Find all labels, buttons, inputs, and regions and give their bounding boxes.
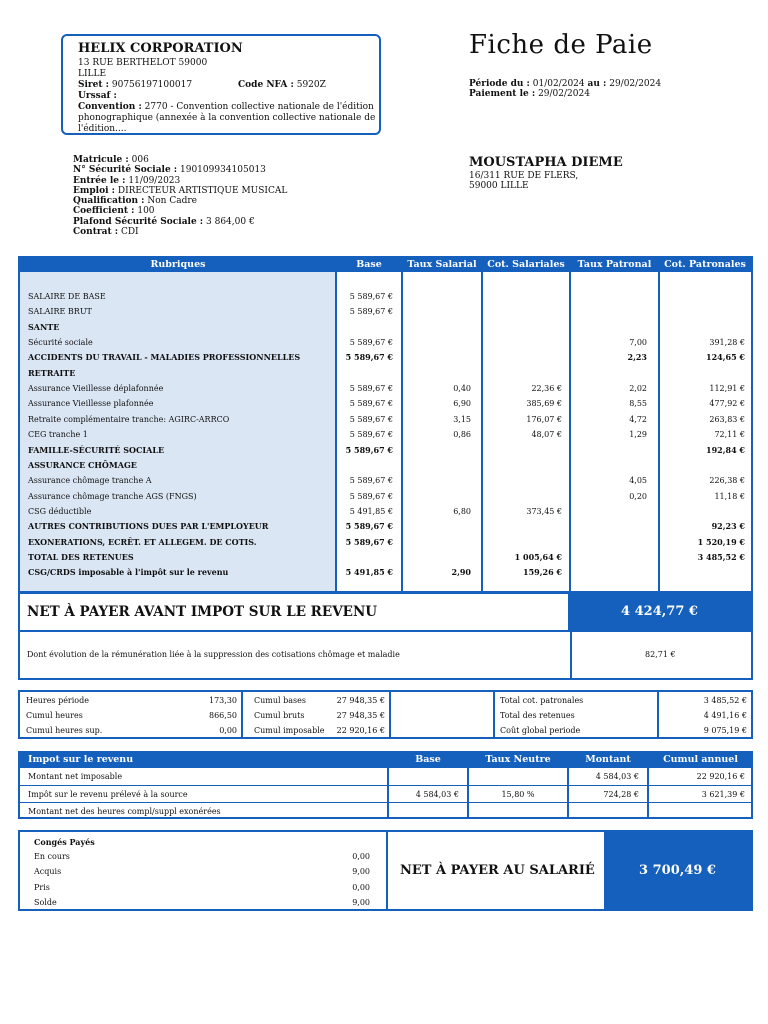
table-row	[20, 550, 751, 565]
row-cot-patronale: 92,23 €	[711, 521, 745, 532]
header-montant: Montant	[585, 754, 631, 765]
table-row	[20, 565, 751, 580]
row-base: 5 589,67 €	[349, 430, 393, 440]
table-row	[20, 396, 751, 411]
row-taux-patronal: 4,72	[629, 414, 647, 424]
header-base: Base	[356, 259, 382, 270]
row-cot-patronale: 11,18 €	[714, 491, 745, 501]
convention-row	[78, 102, 379, 113]
naf-label: Code NFA :	[238, 80, 294, 90]
qualification-value: Non Cadre	[147, 196, 197, 207]
cumul-row	[20, 693, 751, 708]
row-base: 5 589,67 €	[345, 444, 393, 455]
cumul-label: Cumul bases	[254, 696, 306, 705]
row-cot-patronale: 477,92 €	[709, 399, 745, 409]
row-cot-patronale: 3 485,52 €	[697, 551, 745, 562]
row-cot-salariale: 159,26 €	[523, 567, 562, 578]
payment-label: Paiement le :	[469, 89, 536, 99]
row-cot-salariale: 22,36 €	[531, 384, 562, 394]
cumul-value: 866,50	[209, 711, 237, 720]
conges-label: Pris	[34, 882, 50, 892]
row-taux-salarial: 3,15	[453, 414, 471, 424]
net-before-tax-note-value: 82,71 €	[645, 650, 676, 659]
period-row	[469, 79, 661, 89]
income-tax-row	[20, 767, 751, 785]
table-row	[20, 519, 751, 534]
cumul-value: 22 920,16 €	[336, 726, 385, 735]
row-cumul: 3 621,39 €	[701, 789, 745, 799]
row-cot-salariale: 48,07 €	[531, 430, 562, 440]
table-row	[20, 489, 751, 504]
income-tax-row	[20, 802, 751, 820]
row-label: Impôt sur le revenu prélevé à la source	[28, 789, 188, 799]
table-row	[20, 335, 751, 350]
row-taux-salarial: 0,40	[453, 384, 471, 394]
row-label: Montant net des heures compl/suppl exonérées	[28, 807, 221, 816]
row-label: Montant net imposable	[28, 772, 123, 781]
coefficient-value: 100	[137, 206, 155, 217]
column-divider	[386, 832, 388, 909]
row-label: CSG/CRDS imposable à l'impôt sur le revenu	[28, 567, 229, 578]
payslip-table	[18, 256, 753, 593]
row-label: Assurance chômage tranche A	[28, 476, 152, 486]
conges-value: 9,00	[352, 897, 370, 907]
row-label: CEG tranche 1	[28, 430, 88, 440]
period-to-value: 29/02/2024	[609, 79, 662, 89]
row-cot-patronale: 226,38 €	[709, 476, 745, 486]
table-row	[20, 412, 751, 427]
row-label: ACCIDENTS DU TRAVAIL - MALADIES PROFESSIONNELLES	[28, 352, 301, 363]
row-taux-salarial: 2,90	[451, 567, 471, 578]
period-block	[469, 79, 661, 99]
row-base: 5 491,85 €	[345, 567, 393, 578]
conges-row	[34, 864, 370, 879]
convention-line3: l'édition....	[78, 124, 127, 134]
row-cot-patronale: 263,83 €	[709, 414, 745, 424]
divider	[570, 594, 572, 678]
row-base: 5 589,67 €	[349, 338, 393, 348]
emploi-label: Emploi :	[73, 185, 115, 196]
entree-value: 11/09/2023	[128, 175, 181, 186]
cumul-value: 0,00	[219, 726, 237, 735]
coefficient-row	[73, 206, 287, 216]
table-row	[20, 535, 751, 550]
header-cot-patronales: Cot. Patronales	[664, 259, 746, 270]
row-cot-patronale: 112,91 €	[709, 384, 745, 394]
period-from-value: 01/02/2024	[532, 79, 585, 89]
row-base: 5 589,67 €	[345, 352, 393, 363]
row-label: Retraite complémentaire tranche: AGIRC-ARRCO	[28, 414, 230, 424]
cumul-value: 3 485,52 €	[703, 696, 747, 705]
employee-address-block	[469, 155, 623, 191]
plafond-value: 3 864,00 €	[206, 216, 255, 227]
row-taux-salarial: 6,90	[453, 399, 471, 409]
emploi-value: DIRECTEUR ARTISTIQUE MUSICAL	[117, 185, 288, 196]
row-cumul: 22 920,16 €	[696, 772, 745, 781]
net-to-employee-value: 3 700,49 €	[604, 832, 751, 909]
row-base: 5 589,67 €	[345, 521, 393, 532]
company-address-line2: LILLE	[78, 69, 107, 79]
leave-and-net-block	[18, 830, 753, 911]
net-to-employee-label: NET À PAYER AU SALARIÉ	[400, 863, 595, 878]
net-before-tax-value: 4 424,77 €	[568, 594, 751, 630]
qualification-label: Qualification :	[73, 196, 145, 207]
header-cot-salariales: Cot. Salariales	[487, 259, 565, 270]
row-cot-patronale: 72,11 €	[714, 430, 745, 440]
payment-row	[469, 89, 661, 99]
matricule-label: Matricule :	[73, 155, 129, 165]
entree-label: Entrée le :	[73, 175, 126, 186]
employee-info-block	[73, 155, 287, 237]
income-tax-table	[18, 751, 753, 819]
table-row	[20, 366, 751, 381]
row-cot-patronale: 391,28 €	[709, 338, 745, 348]
conges-value: 0,00	[352, 852, 370, 861]
row-label: SALAIRE BRUT	[28, 307, 92, 317]
row-label: Sécurité sociale	[28, 338, 93, 348]
table-row	[20, 350, 751, 365]
plafond-label: Plafond Sécurité Sociale :	[73, 216, 204, 227]
conges-row	[34, 849, 370, 864]
entree-row	[73, 176, 287, 186]
cumul-label: Cumul imposable	[254, 726, 325, 735]
emploi-row	[73, 186, 287, 196]
table-row	[20, 443, 751, 458]
row-label: ASSURANCE CHÔMAGE	[28, 459, 137, 470]
row-label: CSG déductible	[28, 506, 92, 516]
row-label: SANTE	[28, 321, 60, 332]
cumul-label: Cumul heures sup.	[26, 726, 103, 735]
coefficient-label: Coefficient :	[73, 206, 135, 217]
table-row	[20, 381, 751, 396]
company-name: HELIX CORPORATION	[78, 41, 243, 56]
convention-label: Convention :	[78, 102, 142, 112]
row-taux: 15,80 %	[501, 789, 535, 799]
conges-label: Solde	[34, 897, 57, 907]
naf-group	[238, 80, 326, 91]
cumul-label: Heures période	[26, 696, 89, 705]
table-row	[20, 289, 751, 304]
net-before-tax-label: NET À PAYER AVANT IMPOT SUR LE REVENU	[27, 604, 378, 620]
conges-value: 9,00	[352, 867, 370, 877]
header-taux-patronal: Taux Patronal	[577, 259, 652, 270]
conges-label: En cours	[34, 852, 70, 861]
qualification-row	[73, 196, 287, 206]
income-tax-header	[20, 753, 751, 767]
employee-address-line1: 16/311 RUE DE FLERS,	[469, 171, 579, 181]
payment-value: 29/02/2024	[538, 89, 590, 99]
row-label: EXONERATIONS, ECRÊT. ET ALLEGEM. DE COTIS.	[28, 536, 257, 547]
contrat-value: CDI	[120, 227, 139, 238]
cumul-value: 27 948,35 €	[336, 696, 385, 705]
header-base: Base	[415, 754, 441, 765]
row-base: 5 589,67 €	[345, 536, 393, 547]
table-row	[20, 304, 751, 319]
row-base: 5 589,67 €	[349, 476, 393, 486]
row-base: 5 589,67 €	[349, 384, 393, 394]
row-cot-patronale: 192,84 €	[706, 444, 745, 455]
cumul-label: Total des retenues	[500, 711, 575, 720]
row-taux-patronal: 1,29	[629, 430, 647, 440]
table-row	[20, 504, 751, 519]
period-from-label: Période du :	[469, 79, 530, 89]
row-label: FAMILLE-SÉCURITÉ SOCIALE	[28, 444, 165, 455]
row-base: 5 589,67 €	[349, 399, 393, 409]
row-base: 5 491,85 €	[349, 506, 393, 516]
table-row	[20, 473, 751, 488]
row-cot-salariale: 1 005,64 €	[514, 551, 562, 562]
row-cot-salariale: 385,69 €	[526, 399, 562, 409]
conges-row	[34, 895, 370, 910]
row-taux-patronal: 2,23	[627, 352, 647, 363]
row-cot-salariale: 373,45 €	[526, 506, 562, 516]
cumul-row	[20, 723, 751, 738]
secu-label: N° Sécurité Sociale :	[73, 165, 178, 176]
conges-row	[34, 880, 370, 895]
row-base: 5 589,67 €	[349, 414, 393, 424]
row-montant: 724,28 €	[603, 789, 639, 799]
cumul-value: 4 491,16 €	[703, 711, 747, 720]
row-taux-patronal: 2,02	[629, 384, 647, 394]
company-ids-row	[78, 80, 379, 91]
matricule-row	[73, 155, 287, 165]
row-cot-salariale: 176,07 €	[526, 414, 562, 424]
company-address-line1: 13 RUE BERTHELOT 59000	[78, 58, 208, 68]
payslip-table-header	[20, 258, 751, 272]
row-label: Assurance Vieillesse déplafonnée	[28, 384, 164, 394]
divider	[20, 630, 751, 632]
matricule-value: 006	[131, 155, 149, 165]
cumul-value: 9 075,19 €	[703, 726, 747, 735]
row-taux-patronal: 0,20	[629, 491, 647, 501]
siret-label: Siret :	[78, 80, 109, 90]
income-tax-row	[20, 785, 751, 803]
conges-title: Congés Payés	[34, 837, 95, 847]
contrat-label: Contrat :	[73, 227, 119, 238]
row-taux-salarial: 0,86	[453, 430, 471, 440]
table-row	[20, 320, 751, 335]
siret-value: 90756197100017	[111, 80, 193, 90]
cumul-label: Coût global periode	[500, 726, 581, 735]
cumuls-table	[18, 690, 753, 739]
cumul-label: Total cot. patronales	[500, 696, 584, 705]
row-taux-patronal: 7,00	[629, 338, 647, 348]
urssaf-row	[78, 91, 379, 102]
conges-label: Acquis	[34, 867, 62, 877]
cumul-label: Cumul bruts	[254, 711, 305, 720]
row-label: SALAIRE DE BASE	[28, 292, 106, 301]
convention-line1: 2770 - Convention collective nationale de l'édition	[144, 102, 374, 112]
row-taux-patronal: 4,05	[629, 476, 647, 486]
row-label: Assurance Vieillesse plafonnée	[28, 399, 154, 409]
net-before-tax-block	[18, 592, 753, 680]
row-cot-patronale: 124,65 €	[706, 352, 745, 363]
secu-value: 190109934105013	[180, 165, 266, 176]
row-taux-patronal: 8,55	[629, 399, 647, 409]
employee-address-line2: 59000 LILLE	[469, 181, 529, 191]
header-cumul-annuel: Cumul annuel	[663, 754, 738, 765]
urssaf-label: Urssaf :	[78, 91, 117, 101]
row-taux-salarial: 6,80	[453, 506, 471, 516]
plafond-row	[73, 217, 287, 227]
contrat-row	[73, 227, 287, 237]
table-row	[20, 427, 751, 442]
header-taux-neutre: Taux Neutre	[485, 754, 551, 765]
company-box	[61, 34, 381, 135]
secu-row	[73, 165, 287, 175]
cumul-row	[20, 708, 751, 723]
cumul-label: Cumul heures	[26, 711, 83, 720]
net-before-tax-note: Dont évolution de la rémunération liée à la suppression des cotisations chômage et maladie	[27, 650, 400, 659]
row-base: 5 589,67 €	[349, 292, 393, 301]
document-title: Fiche de Paie	[469, 30, 653, 60]
row-label: Assurance chômage tranche AGS (FNGS)	[28, 491, 197, 501]
period-to-label: au :	[587, 79, 607, 89]
employee-name: MOUSTAPHA DIEME	[469, 155, 623, 170]
row-base: 5 589,67 €	[349, 307, 393, 317]
header-impot: Impot sur le revenu	[28, 754, 134, 765]
cumul-value: 173,30	[209, 696, 237, 705]
header-taux-salarial: Taux Salarial	[407, 259, 477, 270]
row-label: RETRAITE	[28, 367, 76, 378]
header-rubriques: Rubriques	[150, 259, 206, 270]
cumul-value: 27 948,35 €	[336, 711, 385, 720]
naf-value: 5920Z	[296, 80, 326, 90]
row-montant: 4 584,03 €	[595, 772, 639, 781]
conges-value: 0,00	[352, 882, 370, 892]
row-label: TOTAL DES RETENUES	[28, 551, 134, 562]
row-label: AUTRES CONTRIBUTIONS DUES PAR L'EMPLOYEUR	[28, 521, 269, 532]
row-cot-patronale: 1 520,19 €	[697, 536, 745, 547]
row-base: 5 589,67 €	[349, 491, 393, 501]
convention-line2: phonographique (annexée à la convention collective nationale de	[78, 113, 376, 123]
table-row	[20, 458, 751, 473]
row-base: 4 584,03 €	[415, 789, 459, 799]
